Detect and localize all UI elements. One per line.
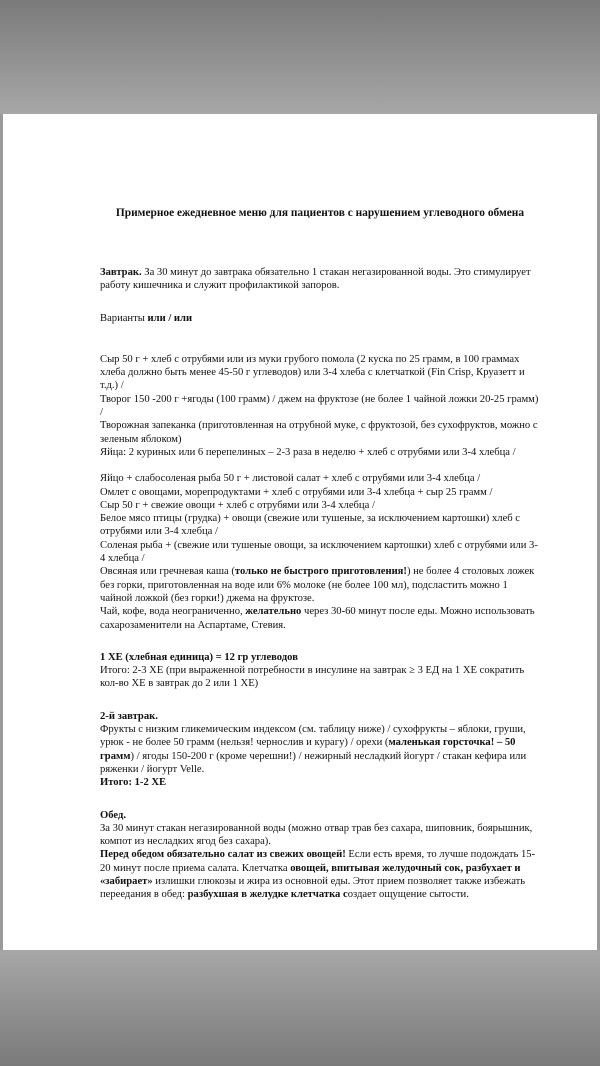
list-item: Яйцо + слабосоленая рыба 50 г + листовой салат + хлеб с отрубями или 3-4 хлебца / (100, 473, 481, 485)
list-item: Творожная запеканка (приготовленная на отрубной муке, с фруктозой, без сухофруктов, можно с зеленым яблоком) (100, 420, 538, 445)
lunch-intro: За 30 минут стакан негазированной воды (можно отвар трав без сахара, шиповник, боярышник, компот из несладких ягод без сахара). (100, 822, 533, 848)
list-item-porridge: Овсяная или гречневая каша (только не быстрого приготовления!) не более 4 столовых ложек без горки, приготовленная на воде или 6% молоке (не более 100 мл), подсластить можно 1 чайной ложкой (без горки!) джема на фруктозе. (100, 566, 535, 604)
document-content (100, 206, 540, 902)
screen-frame-bottom (0, 950, 600, 1066)
list-item: Яйца: 2 куриных или 6 перепелиных – 2-3 раза в неделю + хлеб с отрубями или 3-4 хлебца / (100, 446, 516, 458)
breakfast-intro: Завтрак. За 30 минут до завтрака обязательно 1 стакан негазированной воды. Это стимулирует работу кишечника и служит профилактикой запоров. (100, 267, 531, 292)
breakfast-label: Завтрак. (100, 267, 142, 278)
xe-text: Итого: 2-3 ХЕ (при выраженной потребности в инсулине на завтрак ≥ 3 ЕД на 1 ХЕ сократить кол-во ХЕ в завтрак до 2 или 1 ХЕ) (100, 665, 525, 690)
list-item: Сыр 50 г + свежие овощи + хлеб с отрубями или 3-4 хлебца / (100, 499, 375, 511)
lunch-salad: Перед обедом обязательно салат из свежих овощей! Если есть время, то лучше подождать 15-20 минут после приема салата. Клетчатка овощей, впитывая желудочный сок, разбухает и «забирает» излишки глюкозы и жира из основной еды. Этот прием позволяет также избежать переедания в обед: разбухшая в желудке клетчатка создает ощущение сытости. (100, 849, 536, 901)
xe-heading: 1 ХЕ (хлебная единица) = 12 гр углеводов (100, 651, 298, 663)
second-breakfast-total: Итого: 1-2 ХЕ (100, 777, 167, 789)
list-item: Творог 150 -200 г +ягоды (100 грамм) / джем на фруктозе (не более 1 чайной ложки 20-25 грамм) / (100, 393, 539, 419)
list-item: Сыр 50 г + хлеб с отрубями или из муки грубого помола (2 куска по 25 грамм, в 100 граммах хлеба должно быть менее 45-50 г углеводов) или 3-4 хлеба с клетчаткой (Fin Crisp, Круазетт и т.д.) / (100, 353, 525, 392)
list-item: Омлет с овощами, морепродуктами + хлеб с отрубями или 3-4 хлебца + сыр 25 грамм / (100, 486, 493, 498)
variants-line: Варианты или / или (100, 312, 193, 324)
document-page[interactable] (3, 114, 597, 950)
list-item-drinks: Чай, кофе, вода неограниченно, желательно через 30-60 минут после еды. Можно использовать сахарозаменители на Аспартаме, Стевия. (100, 606, 535, 631)
second-breakfast-heading: 2-й завтрак. (100, 710, 158, 722)
second-breakfast-text: Фрукты с низким гликемическим индексом (см. таблицу ниже) / сухофрукты – яблоки, груши, урюк - не более 50 грамм (нельзя! чернослив и курагу) / орехи (маленькая горсточка! – 50 грамм) / ягоды 150-200 г (кроме черешни!) / нежирный несладкий йогурт / стакан кефира или ряженки / йогурт Velle. (100, 724, 527, 775)
list-item: Белое мясо птицы (грудка) + овощи (свежие или тушеные, за исключением картошки) хлеб с отрубями или 3-4 хлебца / (100, 513, 521, 538)
list-item: Соленая рыба + (свежие или тушеные овощи, за исключением картошки) хлеб с отрубями или 3-4 хлебца / (100, 539, 538, 565)
screen-frame-top (0, 0, 600, 114)
breakfast-options-list (100, 353, 540, 632)
document-title: Примерное ежедневное меню для пациентов с нарушением углеводного обмена (115, 207, 525, 219)
lunch-heading: Обед. (100, 809, 126, 821)
